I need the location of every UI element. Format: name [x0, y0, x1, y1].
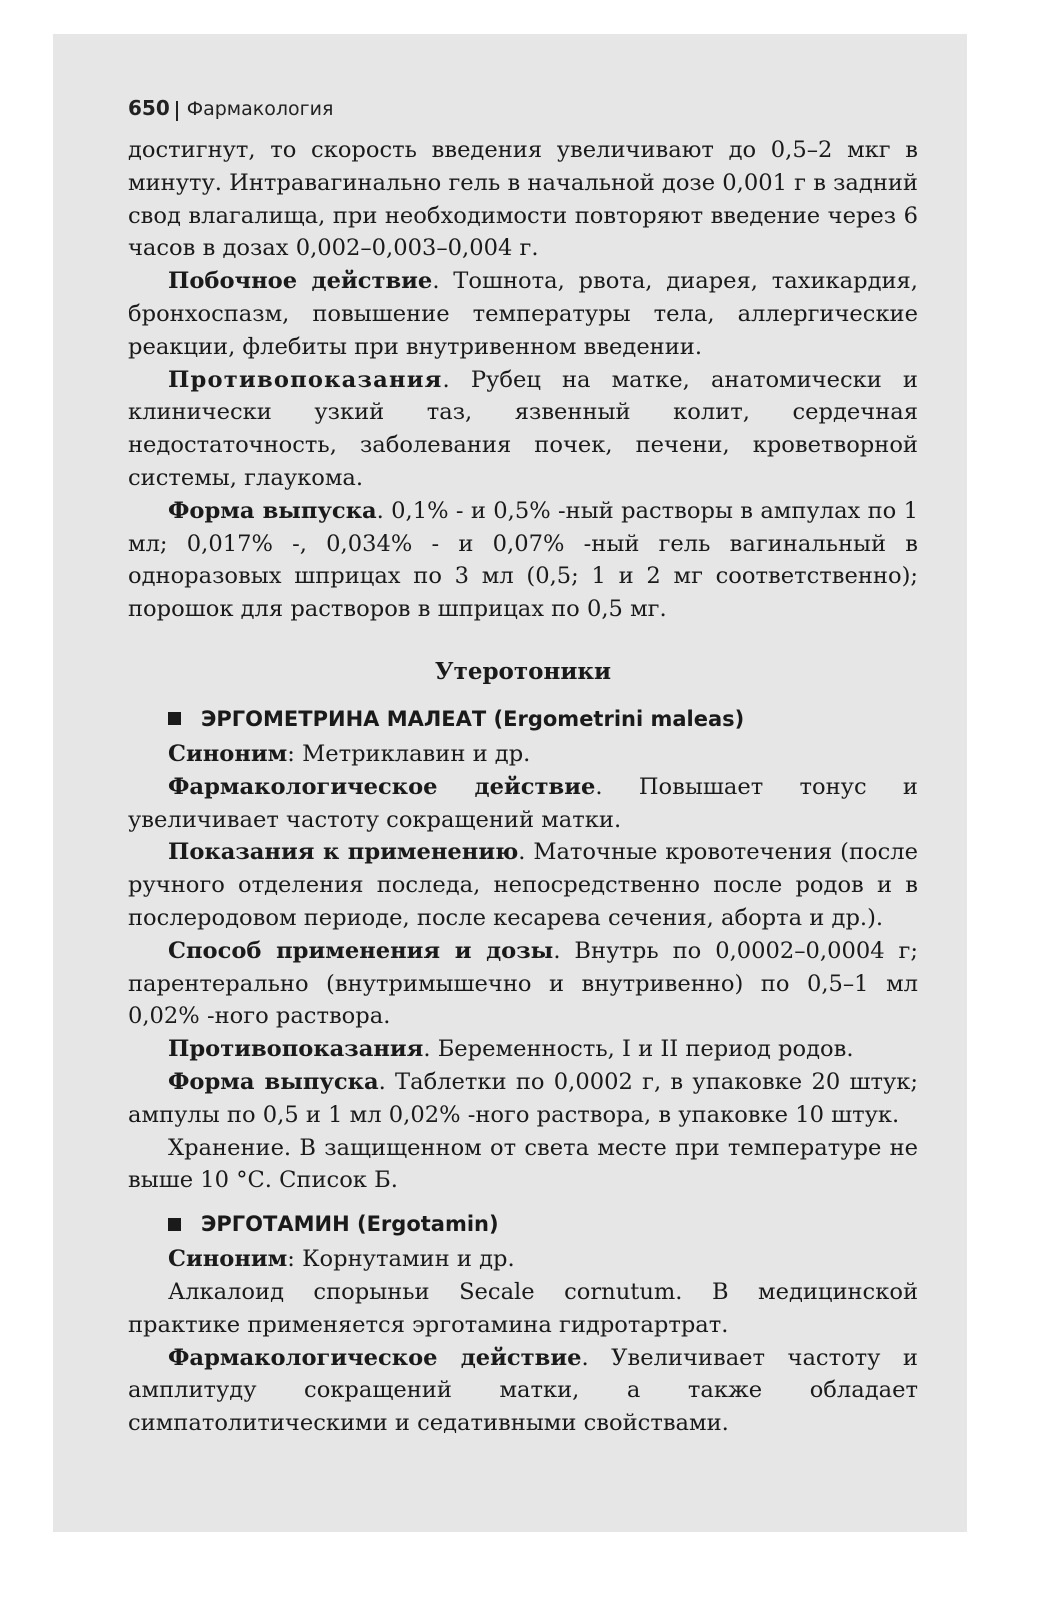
paragraph-label: Противопоказания — [168, 366, 443, 393]
section-title: Утеротоники — [434, 657, 612, 685]
paragraph-label: Форма выпуска — [168, 497, 377, 524]
paragraph-label: Побочное действие — [168, 268, 433, 295]
drug-intro — [128, 1276, 918, 1342]
book-page — [128, 96, 918, 1440]
drug-synonym — [128, 1243, 918, 1276]
paragraph-continuation — [128, 134, 918, 265]
paragraph-label: Фармакологическое действие — [168, 1344, 582, 1371]
paragraph-text: Алкалоид спорыньи Secale cornutum. В медицинской практике применяется эрготамина гидротартрат. — [128, 1278, 918, 1338]
drug-name: ЭРГОТАМИН — [201, 1212, 350, 1237]
drug-latin-name: (Ergotamin) — [356, 1212, 499, 1237]
paragraph-label: Показания к применению — [168, 839, 519, 866]
paragraph-label: Синоним — [168, 1246, 288, 1273]
paragraph-text: . Тошнота, рвота, диарея, тахикардия, бронхоспазм, повышение температуры тела, аллергические реакции, флебиты при внутривенном введении. — [128, 268, 918, 360]
paragraph-text: . Рубец на матке, анатомически и клинически узкий таз, язвенный колит, сердечная недостаточность, заболевания почек, печени, кроветворной системы, глаукома. — [128, 366, 918, 491]
square-bullet-icon — [168, 1218, 181, 1231]
drug-heading-ergotamine — [168, 1207, 918, 1241]
drug-dosage — [128, 935, 918, 1033]
paragraph-text: : Корнутамин и др. — [287, 1246, 515, 1273]
drug-release-form — [128, 1066, 918, 1132]
page-number: 650 — [128, 96, 170, 120]
paragraph-label: Синоним — [168, 740, 288, 767]
drug-heading-ergometrine — [168, 702, 918, 736]
drug-storage — [128, 1132, 918, 1198]
paragraph-text: . Внутрь по 0,0002–0,0004 г; парентерально (внутримышечно и внутривенно) по 0,5–1 мл 0,02% -ного раствора. — [128, 937, 918, 1030]
drug-action — [128, 1342, 918, 1440]
drug-synonym — [128, 738, 918, 771]
paragraph-label: Фармакологическое действие — [168, 773, 596, 800]
paragraph-label: Способ применения и дозы — [168, 937, 554, 964]
paragraph-text: . Таблетки по 0,0002 г, в упаковке 20 штук; ампулы по 0,5 и 1 мл 0,02% -ного раствора, в упаковке 10 штук. — [128, 1068, 918, 1128]
section-name: Фармакология — [186, 98, 334, 120]
paragraph-text: достигнут, то скорость введения увеличивают до 0,5–2 мкг в минуту. Интравагинально гель в начальной дозе 0,001 г в задний свод влагалища, при необходимости повторяют введение через 6 часов в дозах 0,002–0,003–0,004 г. — [128, 137, 918, 262]
paragraph-text: : Метриклавин и др. — [287, 740, 531, 767]
drug-indications — [128, 836, 918, 934]
paragraph-text: . 0,1% - и 0,5% -ный растворы в ампулах по 1 мл; 0,017% -, 0,034% - и 0,07% -ный гель вагинальный в одноразовых шприцах по 3 мл (0,5; 1 и 2 мг соответственно); порошок для растворов в шприцах по 0,5 мг. — [128, 497, 918, 623]
paragraph-label: Противопоказания — [168, 1036, 424, 1063]
paragraph-label: Форма выпуска — [168, 1068, 379, 1095]
paragraph-text: . Повышает тонус и увеличивает частоту сокращений матки. — [128, 773, 918, 833]
drug-contraindications — [128, 1033, 918, 1066]
paragraph-contraindications — [128, 364, 918, 495]
paragraph-text: . Маточные кровотечения (после ручного отделения последа, непосредственно после родов и в послеродовом периоде, после кесарева сечения, аборта и др.). — [128, 839, 918, 931]
square-bullet-icon — [168, 712, 181, 725]
drug-action — [128, 771, 918, 837]
paragraph-text: . Увеличивает частоту и амплитуду сокращений матки, а также обладает симпатолитическими и седативными свойствами. — [128, 1344, 918, 1437]
drug-name: ЭРГОМЕТРИНА МАЛЕАТ — [201, 706, 487, 731]
drug-latin-name: (Ergometrini maleas) — [493, 706, 745, 731]
paragraph-side-effects — [128, 265, 918, 363]
paragraph-text: Хранение. В защищенном от света месте при температуре не выше 10 °С. Список Б. — [128, 1134, 918, 1194]
running-head — [128, 96, 918, 126]
paragraph-release-form — [128, 495, 918, 626]
paragraph-text: . Беременность, I и II период родов. — [423, 1036, 854, 1063]
header-divider — [176, 101, 178, 121]
